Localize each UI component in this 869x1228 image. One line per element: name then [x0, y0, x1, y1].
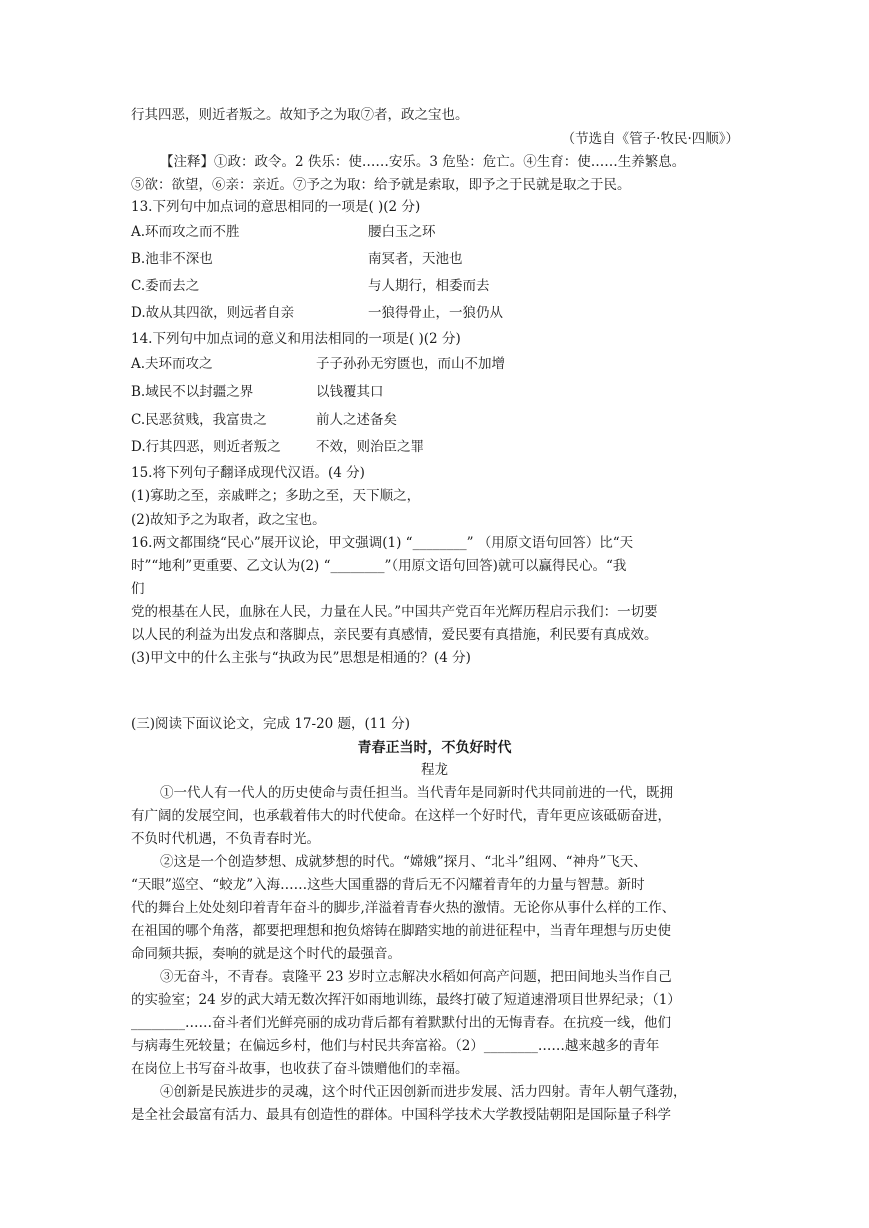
essay-author: 程龙: [421, 762, 448, 778]
q13-option-c-left: C.委而去之: [131, 278, 200, 294]
essay-line: 与病毒生死较量；在偏远乡村，他们与村民共奔富裕。（2）________……越来越多的青年: [131, 1038, 660, 1054]
question-15-item: (2)故知予之为取者，政之宝也。: [131, 512, 326, 528]
essay-line: 在祖国的哪个角落，都要把理想和抱负熔铸在脚踏实地的前进征程中，当青年理想与历史使: [131, 923, 671, 939]
essay-line: 是全社会最富有活力、最具有创造性的群体。中国科学技术大学教授陆朝阳是国际量子科学: [131, 1107, 671, 1123]
note-line: 【注释】①政：政令。2 佚乐：使……安乐。3 危坠：危亡。④生育：使……生养繁息。: [160, 154, 686, 170]
q14-option-d-right: 不效，则治臣之罪: [316, 439, 424, 455]
q13-option-d-right: 一狼得骨止，一狼仍从: [368, 305, 503, 321]
essay-title: 青春正当时，不负好时代: [357, 740, 512, 756]
q13-option-c-right: 与人期行，相委而去: [368, 278, 490, 294]
q13-option-b-right: 南冥者，天池也: [368, 251, 463, 267]
q13-option-b-left: B.池非不深也: [131, 251, 213, 267]
q13-option-d-left: D.故从其四欲，则远者自亲: [131, 305, 295, 321]
essay-line: 代的舞台上处处刻印着青年奋斗的脚步,洋溢着青春火热的激情。无论你从事什么样的工作、: [131, 900, 676, 916]
question-16-line: 党的根基在人民，血脉在人民，力量在人民。”中国共产党百年光辉历程启示我们：一切要: [131, 604, 658, 620]
q14-option-d-left: D.行其四恶，则近者叛之: [131, 439, 281, 455]
question-16-line: 以人民的利益为出发点和落脚点，亲民要有真感情，爱民要有真措施，利民要有真成效。: [131, 627, 658, 643]
question-16-line: (3)甲文中的什么主张与“执政为民”思想是相通的？(4 分): [131, 650, 471, 666]
q14-option-c-left: C.民恶贫贱，我富贵之: [131, 412, 267, 428]
q14-option-b-right: 以钱覆其口: [316, 384, 384, 400]
section-3-heading: (三)阅读下面议论文，完成 17-20 题，(11 分): [131, 716, 411, 732]
question-16-line: 们: [131, 581, 145, 597]
essay-line: ②这是一个创造梦想、成就梦想的时代。“嫦娥”探月、“北斗”组网、“神舟”飞天、: [160, 854, 647, 870]
q14-option-b-left: B.域民不以封疆之界: [131, 384, 254, 400]
q14-option-a-right: 子子孙孙无穷匮也，而山不加增: [316, 356, 505, 372]
essay-line: 不负时代机遇，不负青春时光。: [131, 831, 320, 847]
essay-line: 有广阔的发展空间，也承载着伟大的时代使命。在这样一个好时代，青年更应该砥砺奋进，: [131, 808, 671, 824]
essay-line: 在岗位上书写奋斗故事，也收获了奋斗馈赠他们的幸福。: [131, 1061, 469, 1077]
question-16-line: 时”“地利”更重要、乙文认为(2) “________”（用原文语句回答)就可以赢得民心。“我: [131, 558, 627, 574]
question-14-stem: 14.下列句中加点词的意义和用法相同的一项是( )(2 分): [131, 331, 461, 347]
essay-line: ①一代人有一代人的历史使命与责任担当。当代青年是同新时代共同前进的一代，既拥: [160, 785, 673, 801]
question-15-item: (1)寡助之至，亲戚畔之；多助之至，天下顺之，: [131, 488, 421, 504]
note-line: ⑤欲：欲望，⑥亲：亲近。⑦予之为取：给予就是索取，即予之于民就是取之于民。: [131, 177, 631, 193]
essay-line: 命同频共振，奏响的就是这个时代的最强音。: [131, 946, 401, 962]
q14-option-c-right: 前人之述备矣: [316, 412, 397, 428]
essay-line: ________……奋斗者们光鲜亮丽的成功背后都有着默默付出的无悔青春。在抗疫一线，他们: [131, 1015, 671, 1031]
q13-option-a-left: A.环而攻之而不胜: [131, 224, 240, 240]
source-citation: （节选自《管子·牧民·四顺》）: [561, 131, 739, 147]
q13-option-a-right: 腰白玉之环: [368, 224, 436, 240]
question-16-line: 16.两文都围绕“民心”展开议论，甲文强调(1) “________” （用原文语句回答）比“天: [131, 535, 634, 551]
text-line: 行其四恶，则近者叛之。故知予之为取⑦者，政之宝也。: [131, 107, 469, 123]
question-13-stem: 13.下列句中加点词的意思相同的一项是( )(2 分): [131, 199, 421, 215]
question-15-stem: 15.将下列句子翻译成现代汉语。(4 分): [131, 465, 365, 481]
essay-line: 的实验室；24 岁的武大靖无数次挥汗如雨地训练，最终打破了短道速滑项目世界纪录；（1）: [131, 992, 681, 1008]
q14-option-a-left: A.夫环而攻之: [131, 356, 213, 372]
essay-line: ③无奋斗，不青春。袁隆平 23 岁时立志解决水稻如何高产问题，把田间地头当作自己: [160, 969, 672, 985]
essay-line: “天眼”巡空、“蛟龙”入海……这些大国重器的背后无不闪耀着青年的力量与智慧。新时: [131, 877, 645, 893]
essay-line: ④创新是民族进步的灵魂，这个时代正因创新而进步发展、活力四射。青年人朝气蓬勃，: [160, 1084, 687, 1100]
